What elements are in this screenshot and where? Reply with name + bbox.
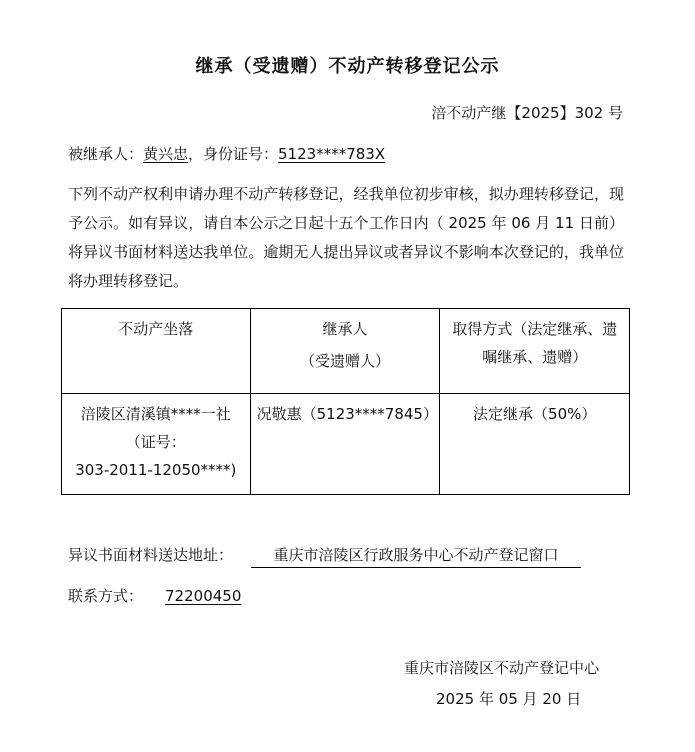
header-acquisition-method: 取得方式（法定继承、遗 嘱继承、遗赠） xyxy=(440,309,630,394)
header-heir: 继承人 （受遗赠人） xyxy=(250,309,440,394)
issuing-authority: 重庆市涪陵区不动产登记中心 xyxy=(404,659,600,677)
objection-address-label: 异议书面材料送达地址： xyxy=(68,546,234,564)
notice-title: 继承（受遗赠）不动产转移登记公示 xyxy=(195,56,500,77)
id-number-label: ，身份证号： xyxy=(188,145,279,163)
contact-info xyxy=(68,585,241,606)
property-table xyxy=(61,308,630,495)
cell-heir: 况敬惠（5123****7845） xyxy=(250,394,440,495)
table-row xyxy=(62,394,630,495)
cell-acquisition-method: 法定继承（50%） xyxy=(440,394,630,495)
document-number: 涪不动产继【2025】302 号 xyxy=(431,104,623,122)
decedent-label: 被继承人： xyxy=(68,145,144,163)
decedent-info xyxy=(68,143,385,164)
objection-address xyxy=(68,544,581,568)
cell-location: 涪陵区清溪镇****一社 （证号： 303-2011-12050****) xyxy=(62,394,251,495)
objection-address-value: 重庆市涪陵区行政服务中心不动产登记窗口 xyxy=(251,544,581,568)
header-location: 不动产坐落 xyxy=(62,309,251,394)
contact-label: 联系方式： xyxy=(68,587,144,605)
issue-date: 2025 年 05 月 20 日 xyxy=(436,690,582,708)
decedent-name: 黄兴忠 xyxy=(143,145,189,163)
decedent-id-number: 5123****783X xyxy=(278,145,386,163)
table-header-row xyxy=(62,309,630,394)
contact-phone: 72200450 xyxy=(165,587,242,605)
notice-paragraph: 下列不动产权利申请办理不动产转移登记，经我单位初步审核，拟办理转移登记，现予公示。如有异议，请自本公示之日起十五个工作日内（ 2025 年 06 月 11 日前）将异议书面材料送达我单位。逾期无人提出异议或者异议不影响本次登记的，我单位将办理转移登记。 xyxy=(68,185,624,290)
